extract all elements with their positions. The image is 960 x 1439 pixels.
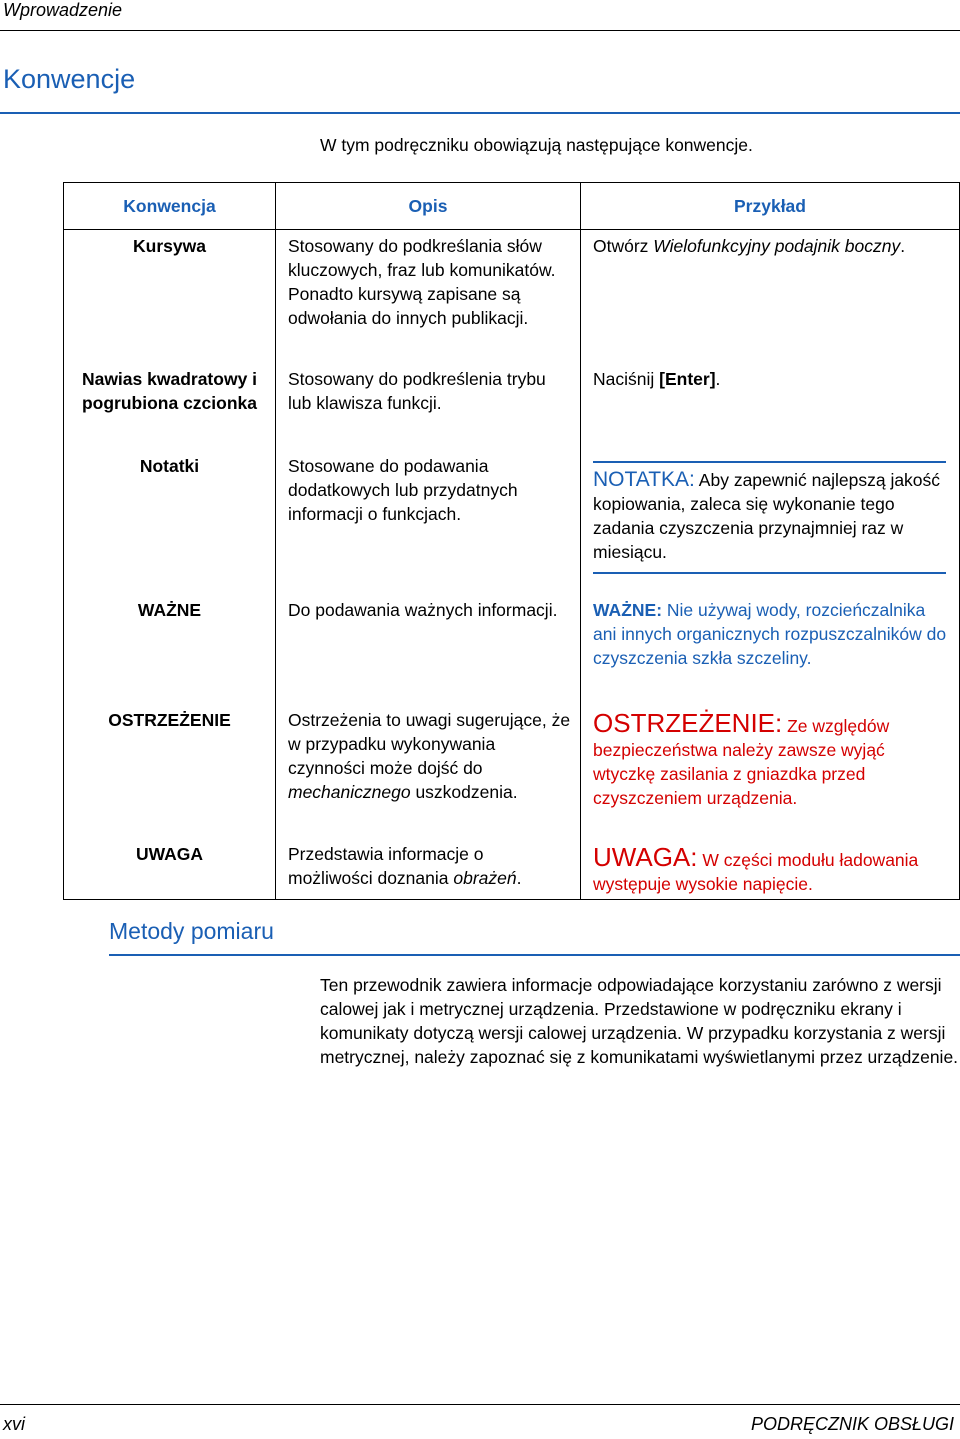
convention-name: Nawias kwadratowy i pogrubiona czcionka [64,363,276,450]
warning-label: OSTRZEŻENIE: [593,707,783,738]
section-intro: W tym podręczniku obowiązują następujące konwencje. [320,135,753,155]
warning-text: Ze względów bezpieczeństwa należy zawsze wyjąć wtyczkę zasilania z gniazdka przed czyszczeniem urządzenia. [593,715,890,808]
subsection-divider [109,954,960,956]
example-text: . [900,236,906,256]
example-text: Otwórz [593,236,654,256]
caution-text: W części modułu ładowania występuje wysokie napięcie. [593,849,919,894]
convention-name: OSTRZEŻENIE [64,704,276,838]
description-text: . [516,867,522,888]
example-text: Naciśnij [593,368,660,389]
convention-example [581,363,960,450]
convention-name: Notatki [64,450,276,594]
convention-description: Stosowany do podkreślania słów kluczowych, fraz lub komunikatów. Ponadto kursywą zapisane są odwołania do innych publikacji. [276,230,581,363]
measure-paragraph: Ten przewodnik zawiera informacje odpowiadające korzystaniu zarówno z wersji calowej jak i metrycznej urządzenia. Przedstawione w podręczniku ekrany i komunikaty dotyczą wersji calowej urządzenia. W przypadku korzystania z wersji metrycznej, należy zapoznać się z komunikatami wyświetlanymi przez urządzenie. [320,975,959,1067]
header-divider [0,30,960,31]
convention-description: Do podawania ważnych informacji. [276,594,581,704]
convention-description: Stosowane do podawania dodatkowych lub przydatnych informacji o funkcjach. [276,450,581,594]
column-header-description: Opis [276,183,581,230]
important-label: WAŻNE: [593,599,663,620]
convention-example [581,450,960,594]
example-italic-text: Wielofunkcyjny podajnik boczny [653,236,901,256]
example-bold-key: [Enter] [659,368,716,389]
table-row-warning [64,704,960,838]
note-label: NOTATKA: [593,467,695,491]
example-text: . [715,368,721,389]
convention-example [581,230,960,363]
convention-example [581,838,960,900]
caution-label: UWAGA: [593,841,698,872]
convention-name: UWAGA [64,838,276,900]
convention-description [276,704,581,838]
convention-example [581,704,960,838]
running-header-chapter: Wprowadzenie [3,0,123,20]
convention-example [581,594,960,704]
description-text: Ostrzeżenia to uwagi sugerujące, że w przypadku wykonywania czynności może dojść do [288,709,571,778]
table-row-caution [64,838,960,900]
convention-name: WAŻNE [64,594,276,704]
convention-description: Stosowany do podkreślenia trybu lub klawisza funkcji. [276,363,581,450]
note-example-box [593,461,946,574]
description-italic-text: mechanicznego [288,781,411,802]
convention-name: Kursywa [64,230,276,363]
footer-manual-title: PODRĘCZNIK OBSŁUGI [750,1414,954,1434]
table-row-bracket [64,363,960,450]
section-divider [0,112,960,114]
section-title: Konwencje [3,64,136,94]
description-text: uszkodzenia. [410,781,518,802]
column-header-convention: Konwencja [64,183,276,230]
important-text: Nie używaj wody, rozcieńczalnika ani innych organicznych rozpuszczalników do czyszczenia szkła szczeliny. [593,599,947,668]
convention-description [276,838,581,900]
column-header-example: Przykład [581,183,960,230]
table-row-important [64,594,960,704]
footer-divider [0,1404,960,1405]
description-text: Przedstawia informacje o możliwości doznania [288,843,484,888]
table-row-notes [64,450,960,594]
description-italic-text: obrażeń [453,867,517,888]
table-header-row [64,183,960,230]
conventions-table [63,182,960,900]
note-text: Aby zapewnić najlepszą jakość kopiowania, zaleca się wykonanie tego zadania czyszczenia przynajmniej raz w miesiącu. [593,469,941,562]
subsection-title: Metody pomiaru [109,918,274,944]
table-row-italic [64,230,960,363]
footer-page-number: xvi [3,1414,25,1434]
